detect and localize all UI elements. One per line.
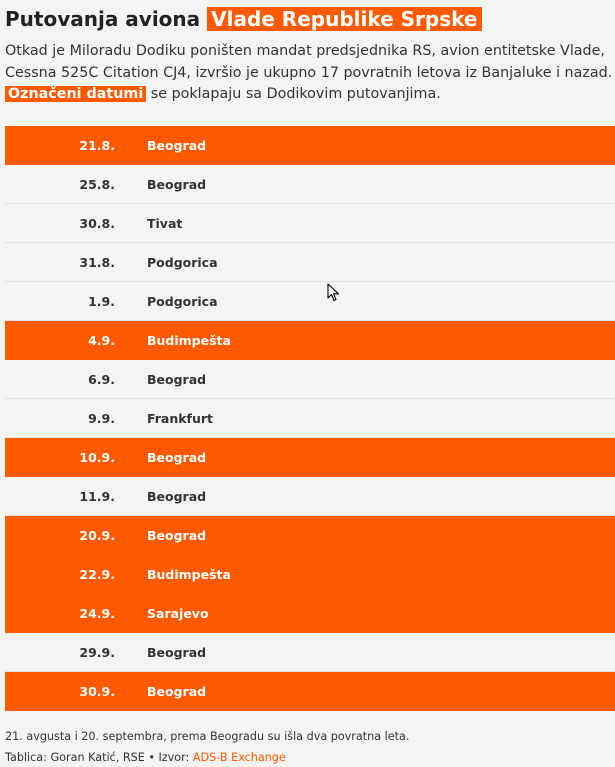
flight-date: 29.9. xyxy=(79,644,115,660)
flight-destination: Podgorica xyxy=(147,293,218,309)
mouse-cursor-icon xyxy=(327,283,341,303)
table-row xyxy=(5,360,615,399)
description-text: Otkad je Miloradu Dodiku poništen mandat predsjednika RS, avion entitetske Vlade, Cessna 525C Citation CJ4, izvršio je ukupno 17 povratnih letova iz Banjaluke i nazad. xyxy=(5,43,613,81)
flight-date: 21.8. xyxy=(79,137,115,153)
flights-table xyxy=(5,126,615,711)
flight-destination: Beograd xyxy=(147,527,207,543)
table-row xyxy=(5,633,615,672)
footer-note: 21. avgusta i 20. septembra, prema Beogradu su išla dva povratna leta. xyxy=(5,730,410,743)
flight-destination: Budimpešta xyxy=(147,332,231,348)
table-row xyxy=(5,555,615,594)
flight-destination: Sarajevo xyxy=(147,605,209,621)
flight-date: 30.9. xyxy=(79,683,115,699)
source-link[interactable]: ADS-B Exchange xyxy=(192,751,286,764)
flight-date: 25.8. xyxy=(79,176,115,192)
flight-destination: Beograd xyxy=(147,137,207,153)
flight-date: 30.8. xyxy=(79,215,115,231)
title-highlight: Vlade Republike Srpske xyxy=(207,7,482,31)
flight-destination: Frankfurt xyxy=(147,410,214,426)
table-row xyxy=(5,204,615,243)
table-row xyxy=(5,126,615,165)
flight-date: 1.9. xyxy=(88,293,115,309)
flight-destination: Beograd xyxy=(147,449,207,465)
flight-date: 10.9. xyxy=(79,449,115,465)
table-row xyxy=(5,165,615,204)
table-row xyxy=(5,282,615,321)
flight-destination: Budimpešta xyxy=(147,566,231,582)
description-suffix: se poklapaju sa Dodikovim putovanjima. xyxy=(150,86,441,102)
table-row xyxy=(5,477,615,516)
flight-destination: Beograd xyxy=(147,488,207,504)
flight-date: 11.9. xyxy=(79,488,115,504)
table-row xyxy=(5,672,615,711)
title-prefix: Putovanja aviona xyxy=(5,7,201,31)
table-row xyxy=(5,399,615,438)
table-row xyxy=(5,243,615,282)
flight-date: 6.9. xyxy=(88,371,115,387)
footer-credit-text: Tablica: Goran Katić, RSE • Izvor: xyxy=(5,751,190,764)
table-row xyxy=(5,594,615,633)
flight-destination: Beograd xyxy=(147,176,207,192)
footer-credit xyxy=(5,751,286,764)
flight-destination: Tivat xyxy=(147,215,183,231)
flight-destination: Beograd xyxy=(147,371,207,387)
table-row xyxy=(5,321,615,360)
description-highlight: Označeni datumi xyxy=(5,86,146,102)
flight-date: 22.9. xyxy=(79,566,115,582)
flight-date: 24.9. xyxy=(79,605,115,621)
table-row xyxy=(5,516,615,555)
flight-destination: Beograd xyxy=(147,644,207,660)
flight-date: 31.8. xyxy=(79,254,115,270)
flight-destination: Beograd xyxy=(147,683,207,699)
description xyxy=(5,41,615,106)
page-title xyxy=(5,6,482,32)
flight-date: 4.9. xyxy=(88,332,115,348)
flight-date: 9.9. xyxy=(88,410,115,426)
flight-date: 20.9. xyxy=(79,527,115,543)
table-row xyxy=(5,438,615,477)
flight-destination: Podgorica xyxy=(147,254,218,270)
